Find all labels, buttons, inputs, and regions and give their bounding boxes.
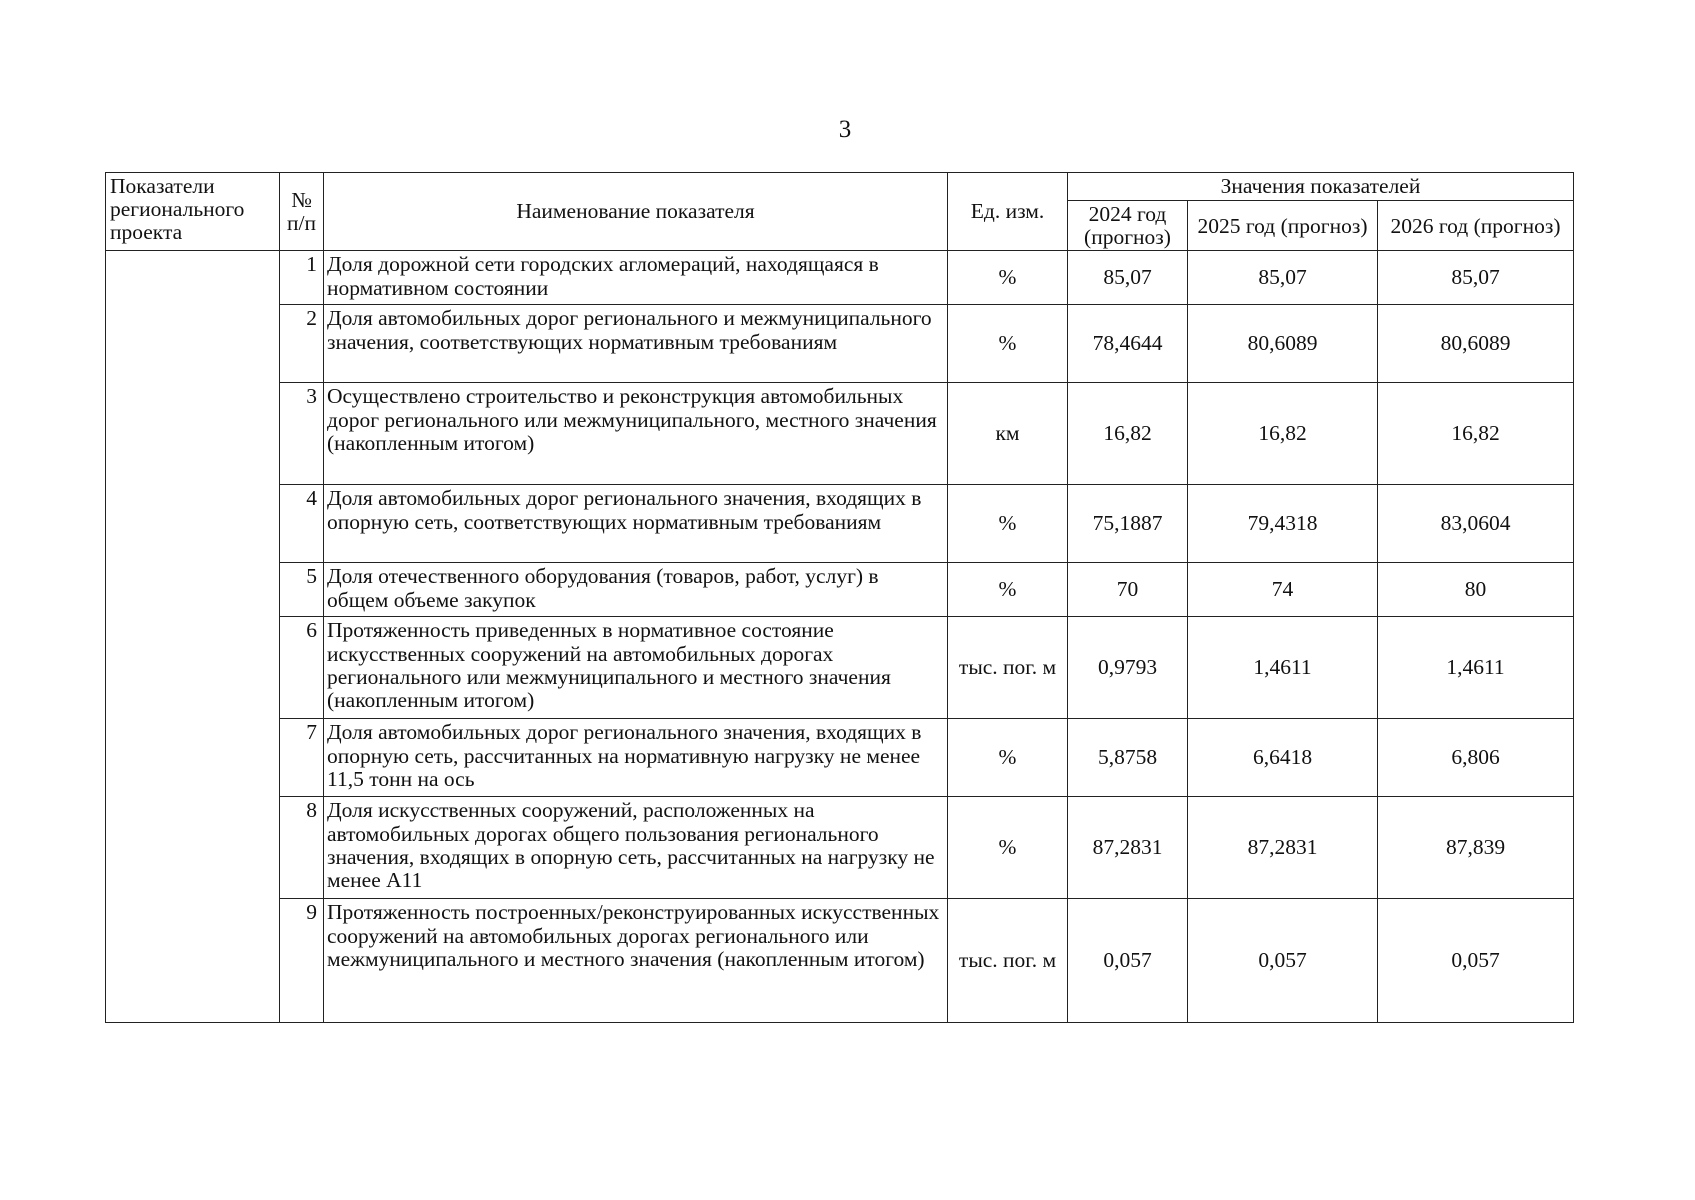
header-number-label: № п/п: [280, 173, 324, 251]
value-2026: 85,07: [1378, 251, 1574, 305]
indicator-name: Доля автомобильных дорог регионального значения, входящих в опорную сеть, соответствующих нормативным требованиям: [324, 485, 948, 563]
row-number: 4: [280, 485, 324, 563]
value-2025: 79,4318: [1188, 485, 1378, 563]
indicator-name: Протяженность приведенных в нормативное состояние искусственных сооружений на автомобильных дорогах регионального или межмуниципального и местного значения (накопленным итогом): [324, 617, 948, 719]
table-row: [106, 251, 1574, 305]
value-2024: 75,1887: [1068, 485, 1188, 563]
indicator-name: Доля искусственных сооружений, расположенных на автомобильных дорогах общего пользования регионального значения, входящих в опорную сеть, рассчитанных на нагрузку не менее А11: [324, 797, 948, 899]
value-2026: 80: [1378, 563, 1574, 617]
value-2024: 85,07: [1068, 251, 1188, 305]
row-number: 6: [280, 617, 324, 719]
row-number: 2: [280, 305, 324, 383]
indicator-name: Доля отечественного оборудования (товаров, работ, услуг) в общем объеме закупок: [324, 563, 948, 617]
indicators-table: [105, 172, 1574, 1023]
header-unit-label: Ед. изм.: [948, 173, 1068, 251]
value-2025: 80,6089: [1188, 305, 1378, 383]
header-year-2024: 2024 год (прогноз): [1068, 201, 1188, 251]
indicator-unit: %: [948, 485, 1068, 563]
indicator-unit: тыс. пог. м: [948, 899, 1068, 1023]
indicator-name: Доля дорожной сети городских агломераций, находящаяся в нормативном состоянии: [324, 251, 948, 305]
value-2025: 0,057: [1188, 899, 1378, 1023]
indicator-name: Доля автомобильных дорог регионального и межмуниципального значения, соответствующих нормативным требованиям: [324, 305, 948, 383]
header-name-label: Наименование показателя: [324, 173, 948, 251]
value-2025: 74: [1188, 563, 1378, 617]
indicator-unit: %: [948, 719, 1068, 797]
value-2026: 87,839: [1378, 797, 1574, 899]
value-2024: 78,4644: [1068, 305, 1188, 383]
indicator-unit: %: [948, 305, 1068, 383]
row-number: 7: [280, 719, 324, 797]
table-row: [106, 797, 1574, 899]
header-group-label: Показатели регионального проекта: [106, 173, 280, 251]
table-row: [106, 719, 1574, 797]
indicator-name: Доля автомобильных дорог регионального значения, входящих в опорную сеть, рассчитанных на нормативную нагрузку не менее 11,5 тонн на ось: [324, 719, 948, 797]
header-values-label: Значения показателей: [1068, 173, 1574, 201]
row-number: 8: [280, 797, 324, 899]
indicator-unit: %: [948, 797, 1068, 899]
table-row: [106, 899, 1574, 1023]
value-2025: 87,2831: [1188, 797, 1378, 899]
value-2026: 80,6089: [1378, 305, 1574, 383]
value-2026: 83,0604: [1378, 485, 1574, 563]
table-header-row-1: [106, 173, 1574, 201]
value-2025: 16,82: [1188, 383, 1378, 485]
indicator-unit: %: [948, 563, 1068, 617]
value-2025: 1,4611: [1188, 617, 1378, 719]
table-row: [106, 617, 1574, 719]
value-2025: 85,07: [1188, 251, 1378, 305]
row-number: 5: [280, 563, 324, 617]
header-year-2026: 2026 год (прогноз): [1378, 201, 1574, 251]
table-row: [106, 305, 1574, 383]
value-2024: 16,82: [1068, 383, 1188, 485]
header-year-2025: 2025 год (прогноз): [1188, 201, 1378, 251]
value-2024: 70: [1068, 563, 1188, 617]
indicator-name: Протяженность построенных/реконструированных искусственных сооружений на автомобильных дорогах регионального или межмуниципального и местного значения (накопленным итогом): [324, 899, 948, 1023]
indicator-unit: %: [948, 251, 1068, 305]
value-2026: 6,806: [1378, 719, 1574, 797]
row-number: 9: [280, 899, 324, 1023]
table-row: [106, 383, 1574, 485]
value-2026: 16,82: [1378, 383, 1574, 485]
indicator-unit: тыс. пог. м: [948, 617, 1068, 719]
table-row: [106, 485, 1574, 563]
indicator-name: Осуществлено строительство и реконструкция автомобильных дорог регионального или межмуниципального, местного значения (накопленным итогом): [324, 383, 948, 485]
value-2025: 6,6418: [1188, 719, 1378, 797]
page-number: 3: [838, 116, 852, 143]
row-number: 3: [280, 383, 324, 485]
value-2026: 1,4611: [1378, 617, 1574, 719]
indicator-unit: км: [948, 383, 1068, 485]
group-column-body: [106, 251, 280, 1023]
table-row: [106, 563, 1574, 617]
value-2024: 87,2831: [1068, 797, 1188, 899]
value-2024: 0,9793: [1068, 617, 1188, 719]
value-2024: 5,8758: [1068, 719, 1188, 797]
value-2026: 0,057: [1378, 899, 1574, 1023]
value-2024: 0,057: [1068, 899, 1188, 1023]
row-number: 1: [280, 251, 324, 305]
